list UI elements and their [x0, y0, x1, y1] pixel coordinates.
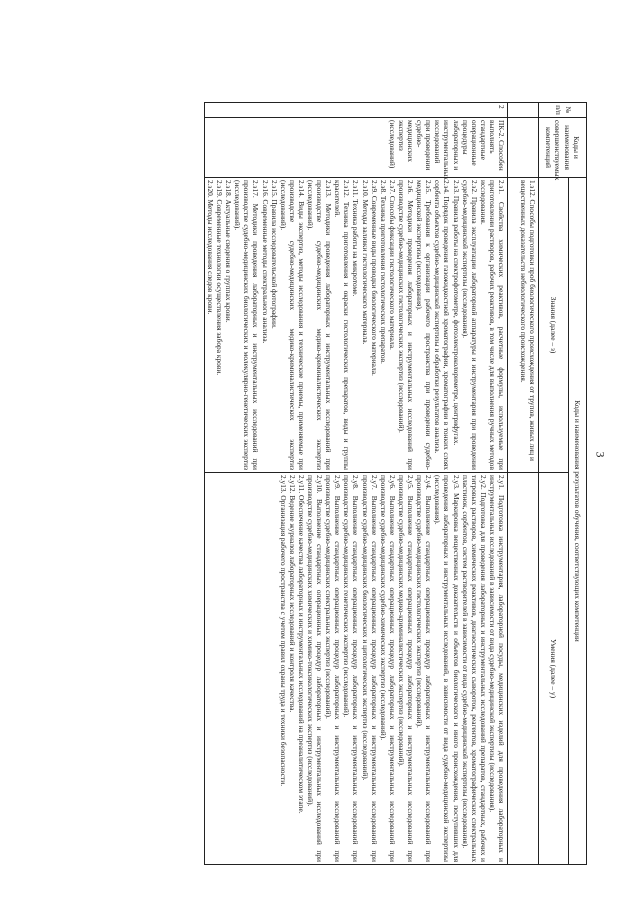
knowledge-list: [204, 178, 507, 473]
skills-item: 2.у7. Выполнение стандартных операционных процедур лабораторных и инструментальных исследований при производстве судебно-медицинских биологических и цитологических экспертиз (исследований).: [360, 475, 379, 863]
row-number: 2: [204, 103, 507, 118]
skills-item: 2.у3. Маркировка вещественных доказательств и объектов биологического и иного происхождения, поступивших для проведения лабораторных и инструментальных исследований, в зависимости от вида судебно-медицинской экспертизы (исследования).: [433, 475, 461, 863]
skills-item: 2.у12. Ведение журналов лабораторных исследований и контроля качества.: [287, 475, 297, 713]
header-skills: Умения (далее – у): [539, 473, 569, 865]
knowledge-item: 2.з14. Виды экспертиз, методы исследования и технические приемы, применяемые при производстве судебно-медицинских медико-криминалистических экспертиз (исследований).: [278, 180, 306, 470]
rotated-page: [121, 102, 587, 864]
page-number: 3: [593, 451, 608, 458]
header-code: Коды и наименования совершенствуемых компетенций: [539, 118, 587, 178]
skills-item: 2.у8. Выполнение стандартных операционных процедур лабораторных и инструментальных исследований при производстве судебно-медицинских генетических экспертиз (исследований).: [342, 475, 361, 863]
skills-item: 2.у13. Организация рабочего пространства с учетом правил охраны труда и техники безопасности.: [278, 475, 288, 787]
knowledge-item: 2.з10. Методы заливки гистологического материала.: [360, 180, 370, 345]
knowledge-item: 2.з9. Современные виды проводки биологического материала.: [369, 180, 379, 376]
header-knowledge: Знания (далее – з): [539, 178, 569, 473]
knowledge-item: 2.з3. Правила работы на спектрофотометре, фотоэлектроколориметре, центрифугах.: [451, 180, 461, 446]
header-number: № п/п: [539, 103, 587, 118]
table-row: [204, 103, 507, 865]
knowledge-item: 2.з5. Требования к организации рабочего пространства при проведении судебно-медицинской экспертизы (исследования).: [415, 180, 434, 470]
knowledge-item: 2.з20. Методы исследования следов крови.: [206, 180, 215, 315]
skills-item: 2.у5. Выполнение стандартных операционных процедур лабораторных и инструментальных исследований при производстве судебно-медицинских медико-криминалистических экспертиз (исследований).: [396, 475, 416, 863]
table-row: [508, 103, 539, 865]
knowledge-item: 2.з4. Порядок проведения газожидкостной хроматографии, хроматографии в тонких слоях сорбента объектов судебно-медицинской экспертизы и обработки результатов анализа.: [433, 180, 452, 470]
knowledge-item: 2.з6. Методики проведения лабораторных и инструментальных исследований при производстве судебно-медицинских гистологических экспертиз (исследований).: [396, 180, 416, 470]
skills-item: 2.у1. Подготовка инструментария, лабораторной посуды, медицинских изделий для проведения лабораторных и инструментальных исследований в зависимости от вида судебно-медицинской экспертизы (исследования).: [487, 475, 506, 863]
skills-item: 2.у10. Выполнение стандартных операционных процедур лабораторных и инструментальных исследований при производстве судебно-медицинских химических и химико-токсикологических экспертиз (исследований).: [306, 475, 325, 863]
knowledge-item: 2.з19. Современные технологии осуществления забора крови.: [215, 180, 225, 376]
knowledge-item: 2.з2. Правила эксплуатации лабораторной аппаратуры и инструментария при проведении судебно-медицинской экспертизы (исследования).: [460, 180, 479, 470]
knowledge-cell-top: 1.з12. Способы подготовки проб биологического происхождения от трупов, живых лиц и вещественных доказательств небиологического происхождения.: [508, 178, 539, 473]
skills-item: 2.у2. Подготовка для проведения лабораторных и инструментальных исследований препаратов, стандартных, рабочих и титровых растворов, химических реактивов, диагностических сывороток, реагентов, хроматографических спектральных пластинок, сорбентов, систем растворителей в зависимости от вида судебно-медицинской экспертизы (исследования).: [460, 475, 488, 863]
header-results: Коды и наименования результатов обучения, соответствующих компетенции: [569, 178, 587, 865]
skills-item: 2.у9. Выполнение стандартных операционных процедур лабораторных и инструментальных исследований при производстве судебно-медицинских спектральных экспертиз (исследований).: [324, 475, 343, 863]
skills-item: 2.у11. Обеспечение качества лабораторных и инструментальных исследований на преаналитическом этапе.: [296, 475, 306, 814]
competency-table: [204, 102, 587, 865]
skills-item: 2.у4. Выполнение стандартных операционных процедур лабораторных и инструментальных исследований при производстве судебно-медицинских гистологических экспертиз (исследований).: [415, 475, 434, 863]
skills-item: 2.у6. Выполнение стандартных операционных процедур лабораторных и инструментальных исследований при производстве судебно-медицинских судебно-химических экспертиз (исследований).: [378, 475, 397, 863]
knowledge-item: 2.з8. Техника приготовления гистологических препаратов.: [378, 180, 388, 364]
knowledge-item: 2.з13. Методики проведения лабораторных и инструментальных исследований при производстве судебно-медицинских медико-криминалистических экспертиз (исследований).: [306, 180, 334, 470]
knowledge-item: 2.з18. Актуальные сведения о группах крови.: [224, 180, 234, 323]
knowledge-item: 2.з15. Правила исследовательской фотографии.: [269, 180, 279, 329]
knowledge-item: 2.з1. Свойства химических реактивов, расчетные формулы, используемые при приготовлении растворов, рабочих реактивов, в том числе для выполнения ручных методов исследования.: [478, 180, 506, 470]
knowledge-item: 2.з17. Методики проведения лабораторных и инструментальных исследований при производстве судебно-медицинских биологических и молекулярно-генетических экспертиз (исследований).: [233, 180, 261, 470]
competency-code: ПК-2. Способен выполнять стандартные операционные процедуры лабораторных и инструментальных исследований при проведении судебно-медицинских экспертиз (исследований): [204, 118, 507, 178]
skills-list: [204, 473, 507, 865]
knowledge-item: 2.з12. Техника приготовления и окраски гистологических препаратов, виды и группы красителей.: [333, 180, 352, 470]
knowledge-item: 2.з16. Современные методы спектрального анализа.: [260, 180, 270, 344]
knowledge-item: 2.з7. Способы фиксации гистологического материала.: [387, 180, 397, 350]
knowledge-item: 2.з11. Техника работы на микротоме.: [351, 180, 361, 297]
